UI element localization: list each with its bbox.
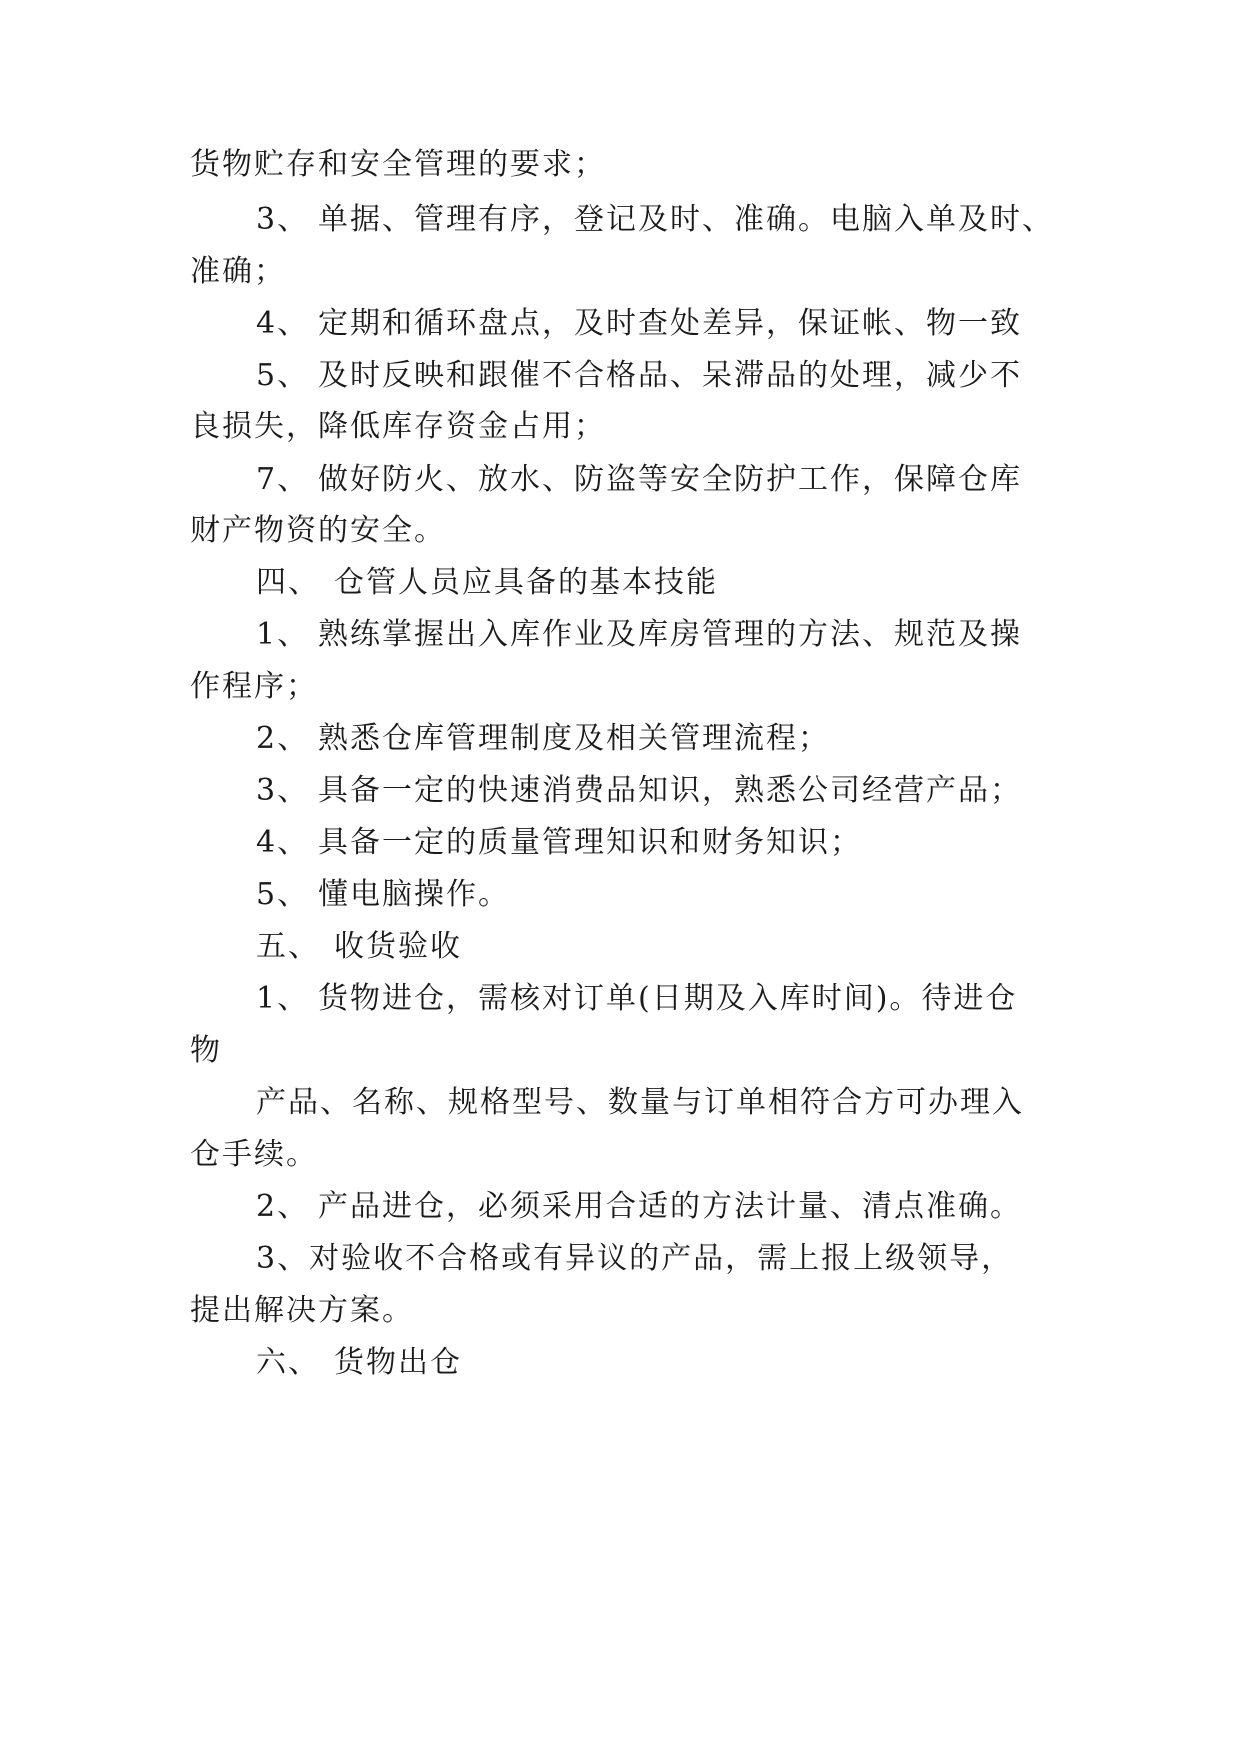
item-number: 5、 <box>256 877 310 912</box>
section-heading <box>256 1343 1070 1383</box>
list-item <box>256 200 1070 240</box>
text-line: 仓手续。 <box>190 1137 318 1172</box>
list-item <box>256 356 1070 396</box>
list-item <box>256 823 1070 863</box>
item-text: 具备一定的质量管理知识和财务知识； <box>318 825 862 860</box>
item-text: 定期和循环盘点，及时查处差异，保证帐、物一致 <box>318 306 1022 341</box>
list-item <box>256 771 1070 811</box>
item-text: 单据、管理有序，登记及时、准确。电脑入单及时、 <box>318 202 1054 237</box>
list-item <box>256 979 1070 1019</box>
item-text: 懂电脑操作。 <box>318 877 510 912</box>
item-number: 3、 <box>256 202 310 237</box>
text-line: 货物贮存和安全管理的要求； <box>190 147 606 182</box>
item-number: 4、 <box>256 306 310 341</box>
section-title: 货物出仓 <box>334 1345 462 1380</box>
text-line: 产品、名称、规格型号、数量与订单相符合方可办理入 <box>256 1085 1024 1120</box>
item-number: 2、 <box>256 1189 310 1224</box>
item-number: 3、 <box>256 773 310 808</box>
text-line: 作程序； <box>190 669 318 704</box>
text-line: 准确； <box>190 254 286 289</box>
text-line: 3、对验收不合格或有异议的产品，需上报上级领导， <box>256 1241 1014 1276</box>
section-heading <box>256 563 1070 603</box>
list-item <box>256 460 1070 500</box>
list-item <box>256 719 1070 759</box>
text-line: 物 <box>190 1033 222 1068</box>
item-text: 及时反映和跟催不合格品、呆滞品的处理，减少不 <box>318 358 1022 393</box>
item-number: 5、 <box>256 358 310 393</box>
section-number: 四、 <box>256 565 320 600</box>
list-item <box>256 615 1070 655</box>
item-number: 1、 <box>256 981 310 1016</box>
item-text: 做好防火、放水、防盗等安全防护工作，保障仓库 <box>318 462 1022 497</box>
text-line: 提出解决方案。 <box>190 1293 414 1328</box>
item-text: 熟悉仓库管理制度及相关管理流程； <box>318 721 830 756</box>
section-title: 收货验收 <box>334 929 462 964</box>
section-heading <box>256 927 1070 967</box>
list-item <box>256 875 1070 915</box>
item-number: 1、 <box>256 617 310 652</box>
section-number: 六、 <box>256 1345 320 1380</box>
section-title: 仓管人员应具备的基本技能 <box>334 565 718 600</box>
list-item <box>256 304 1070 344</box>
item-text: 产品进仓，必须采用合适的方法计量、清点准确。 <box>318 1189 1022 1224</box>
item-text: 熟练掌握出入库作业及库房管理的方法、规范及操 <box>318 617 1022 652</box>
text-line: 财产物资的安全。 <box>190 513 446 548</box>
list-item <box>256 1187 1070 1227</box>
section-number: 五、 <box>256 929 320 964</box>
text-line: 良损失，降低库存资金占用； <box>190 409 606 444</box>
item-text: 具备一定的快速消费品知识，熟悉公司经营产品； <box>318 773 1022 808</box>
item-text: 货物进仓，需核对订单(日期及入库时间)。待进仓 <box>318 981 1018 1016</box>
item-number: 7、 <box>256 462 310 497</box>
item-number: 2、 <box>256 721 310 756</box>
item-number: 4、 <box>256 825 310 860</box>
